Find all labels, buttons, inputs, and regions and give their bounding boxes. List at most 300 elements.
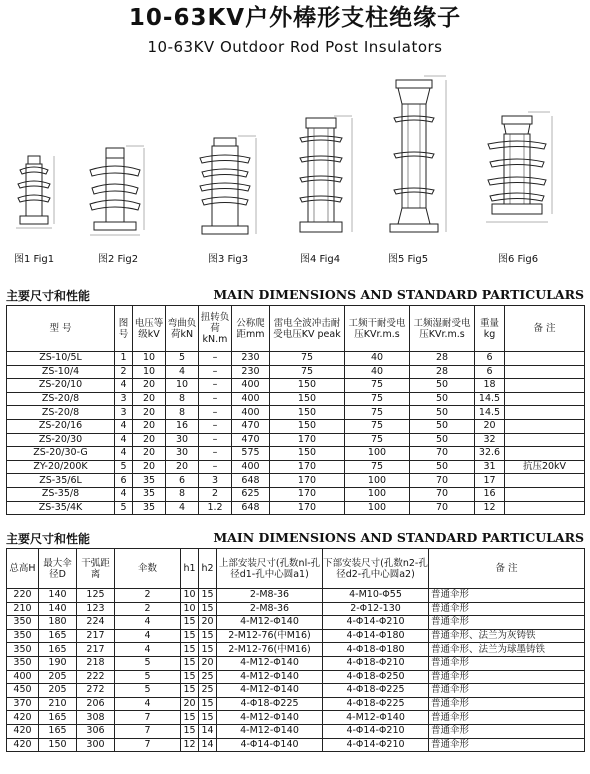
table2-header-sheds: 伞数 [115, 549, 181, 589]
table2-row-cell: 10 [181, 602, 199, 616]
table2-header-h1: h1 [181, 549, 199, 589]
table1-row-cell: 4 [115, 433, 133, 447]
table2-row-cell: 205 [39, 670, 77, 684]
table1-row-cell: 32 [475, 433, 505, 447]
table1-row-cell: 14.5 [475, 392, 505, 406]
figure-2 [82, 140, 152, 265]
table1-row-cell: 575 [232, 447, 270, 461]
table2-row-cell: 450 [7, 684, 39, 698]
section2-title-cn: 主要尺寸和性能 [6, 532, 91, 546]
table2-row-cell: 165 [39, 629, 77, 643]
table1-row [7, 419, 585, 433]
table1-row-cell: – [199, 352, 232, 366]
table2-row [7, 724, 585, 738]
table1-row-cell: 5 [115, 460, 133, 474]
table1-row-cell: 400 [232, 406, 270, 420]
table1-row [7, 406, 585, 420]
table2-row-cell: 125 [77, 589, 115, 603]
table2-row-cell: 25 [199, 670, 217, 684]
table2-row-cell: 4-Φ14-Φ210 [323, 724, 429, 738]
table1-row-cell: 4 [115, 379, 133, 393]
table1-row-cell: 6 [475, 352, 505, 366]
table1-header-model: 型 号 [7, 306, 115, 352]
table1-row-cell: 40 [345, 352, 410, 366]
figure-4-label: 图4 Fig4 [300, 254, 341, 265]
table1-row-cell: 150 [270, 379, 345, 393]
table1-row-cell: 100 [345, 474, 410, 488]
table2-row-cell: 4-Φ18-Φ210 [323, 656, 429, 670]
table1-header-voltage: 电压等级kV [133, 306, 166, 352]
table2-header-arc: 干弧距离 [77, 549, 115, 589]
table1-row-cell: 70 [410, 501, 475, 515]
table1-row-cell: 625 [232, 487, 270, 501]
table2-row-cell: 普通伞形 [429, 602, 585, 616]
table2-row-cell: 普通伞形 [429, 711, 585, 725]
table2-row-cell: 217 [77, 643, 115, 657]
table1-row-cell: 50 [410, 392, 475, 406]
table1-row-cell: 10 [133, 365, 166, 379]
table2-header-remarks: 备 注 [429, 549, 585, 589]
table2-row-cell: 165 [39, 711, 77, 725]
table2-row-cell: 4-Φ14-Φ210 [323, 616, 429, 630]
table2-row-cell: 7 [115, 724, 181, 738]
table1-row-cell: 100 [345, 447, 410, 461]
table1-row-cell: 12 [475, 501, 505, 515]
table2-row-cell: 4-M12-Φ140 [217, 656, 323, 670]
page-subtitle: 10-63KV Outdoor Rod Post Insulators [147, 38, 443, 56]
table2-row-cell: 4-M12-Φ140 [217, 670, 323, 684]
table1-row-cell: 28 [410, 365, 475, 379]
table1-row-cell [505, 501, 585, 515]
table1-row-cell: – [199, 379, 232, 393]
table2-row [7, 684, 585, 698]
table2-row-cell: 2-Φ12-130 [323, 602, 429, 616]
insulator-drawing-5 [374, 74, 454, 246]
table1-row-cell: 75 [270, 352, 345, 366]
table1-row-cell: 6 [115, 474, 133, 488]
table1-row-cell: 30 [166, 447, 199, 461]
table1-row-cell: 16 [166, 419, 199, 433]
table1-row-cell: 31 [475, 460, 505, 474]
table1-row-cell [505, 352, 585, 366]
table1-header-creepage: 公称爬距mm [232, 306, 270, 352]
page-title: 10-63KV户外棒形支柱绝缘子 [128, 5, 462, 31]
table2-row-cell: 350 [7, 629, 39, 643]
table2-row-cell: 400 [7, 670, 39, 684]
table1-row-cell: 6 [475, 365, 505, 379]
figure-6 [478, 110, 560, 265]
table1-header-weight: 重量kg [475, 306, 505, 352]
section1-title-cn: 主要尺寸和性能 [6, 289, 91, 303]
table2-row-cell: 15 [199, 629, 217, 643]
spec-table-2 [6, 548, 585, 752]
table2-row-cell: 15 [181, 656, 199, 670]
table1-header-impulse: 雷电全波冲击耐受电压KV peak [270, 306, 345, 352]
table1-row-cell: 8 [166, 406, 199, 420]
table1-row-cell: 150 [270, 419, 345, 433]
table1-row-cell: 648 [232, 501, 270, 515]
table1-row-cell: 70 [410, 474, 475, 488]
table1-row-cell: 1 [115, 352, 133, 366]
table2-row-cell: 20 [199, 656, 217, 670]
table1-row-cell: – [199, 392, 232, 406]
table2-row-cell: 4-M12-Φ140 [217, 724, 323, 738]
table2-row-cell: 4-Φ14-Φ140 [217, 738, 323, 752]
table1-row-cell: 20 [133, 379, 166, 393]
insulator-drawing-6 [478, 110, 560, 246]
table2-row-cell: 普通伞形 [429, 616, 585, 630]
table2-row-cell: 4-Φ18-Φ225 [217, 697, 323, 711]
table2-row-cell: 218 [77, 656, 115, 670]
table1-row-cell: 20 [133, 392, 166, 406]
table2-row-cell: 2-M8-36 [217, 589, 323, 603]
table1-row-cell: 35 [133, 501, 166, 515]
table1-row-cell: 4 [115, 419, 133, 433]
table1-row-cell: 400 [232, 379, 270, 393]
table2-row-cell: 165 [39, 643, 77, 657]
table1-row-cell: 5 [115, 501, 133, 515]
table1-row-cell: 28 [410, 352, 475, 366]
table2-row-cell: 普通伞形 [429, 738, 585, 752]
table2-row-cell: 25 [199, 684, 217, 698]
table1-row [7, 487, 585, 501]
table1-row-cell: 40 [345, 365, 410, 379]
table2-row-cell: 15 [199, 711, 217, 725]
table1-row-cell: 75 [345, 460, 410, 474]
table2-row-cell: 4-Φ18-Φ225 [323, 697, 429, 711]
table2-row-cell: 180 [39, 616, 77, 630]
table1-row-cell: 1.2 [199, 501, 232, 515]
spec-table-1 [6, 305, 585, 515]
table1-row-cell: 4 [166, 501, 199, 515]
table2-row-cell: 普通伞形 [429, 697, 585, 711]
table2-row-cell: 205 [39, 684, 77, 698]
table1-row-cell: 150 [270, 447, 345, 461]
table1-row-cell: 6 [166, 474, 199, 488]
table2-row-cell: 165 [39, 724, 77, 738]
table1-row-cell: 3 [115, 406, 133, 420]
figure-strip [0, 70, 590, 270]
table2-row-cell: 4-Φ14-Φ210 [323, 738, 429, 752]
table1-row-cell: 50 [410, 433, 475, 447]
figure-4 [288, 114, 360, 265]
table1-row-cell: – [199, 447, 232, 461]
table1-header-torsion: 扭转负荷kN.m [199, 306, 232, 352]
table2-row-cell: 2-M12-76(中M16) [217, 629, 323, 643]
table2-row-cell: 4-Φ14-Φ180 [323, 629, 429, 643]
table2-header-lower: 下部安装尺寸(孔数n2-孔径d2-孔中心圆a2) [323, 549, 429, 589]
table1-row-cell: – [199, 365, 232, 379]
table1-row-cell: 10 [166, 379, 199, 393]
table1-row-cell: 50 [410, 460, 475, 474]
table2-row-cell: 15 [199, 643, 217, 657]
table1-row [7, 352, 585, 366]
table2-header-h2: h2 [199, 549, 217, 589]
table2-row-cell: 7 [115, 711, 181, 725]
table1-row-cell: 170 [270, 501, 345, 515]
table1-row-cell: 170 [270, 460, 345, 474]
table2-row-cell: 308 [77, 711, 115, 725]
table1-row-cell: 230 [232, 365, 270, 379]
table1-row [7, 392, 585, 406]
table1-row-cell: 100 [345, 487, 410, 501]
table1-row-cell: 70 [410, 487, 475, 501]
table2-row [7, 629, 585, 643]
table1-row-cell: ZS-20/16 [7, 419, 115, 433]
table1-row-cell: 3 [199, 474, 232, 488]
table1-row-cell: 30 [166, 433, 199, 447]
table2-row-cell: 4-M12-Φ140 [217, 616, 323, 630]
figure-2-label: 图2 Fig2 [98, 254, 139, 265]
table1-row [7, 447, 585, 461]
table1-row-cell [505, 392, 585, 406]
table1-row-cell: 170 [270, 474, 345, 488]
table2-header-height: 总高H [7, 549, 39, 589]
table1-row-cell: 150 [270, 406, 345, 420]
table1-row-cell: 8 [166, 392, 199, 406]
table2-row-cell: 20 [181, 697, 199, 711]
insulator-drawing-4 [288, 114, 360, 247]
table2-row-cell: 4-Φ18-Φ180 [323, 643, 429, 657]
table1-row-cell: 150 [270, 392, 345, 406]
table2-row-cell: 4-M12-Φ140 [217, 684, 323, 698]
table1-row-cell: – [199, 406, 232, 420]
table1-row-cell: 470 [232, 433, 270, 447]
table1-row [7, 433, 585, 447]
insulator-drawing-2 [82, 140, 152, 247]
table1-row-cell [505, 433, 585, 447]
table1-row-cell: ZS-10/4 [7, 365, 115, 379]
table2-row-cell: 15 [199, 589, 217, 603]
table1-row-cell: 470 [232, 419, 270, 433]
table1-row-cell: 20 [133, 460, 166, 474]
table2-row-cell: 15 [199, 697, 217, 711]
table2-row-cell: 300 [77, 738, 115, 752]
table2-row-cell: 15 [181, 670, 199, 684]
section1-title-en: MAIN DIMENSIONS AND STANDARD PARTICULARS [213, 287, 584, 302]
table2-row [7, 738, 585, 752]
table2-row-cell: 150 [39, 738, 77, 752]
table2-row-cell: 5 [115, 684, 181, 698]
table2-row [7, 697, 585, 711]
table1-row-cell: 75 [345, 379, 410, 393]
table1-row-cell: 170 [270, 487, 345, 501]
table2-row-cell: 15 [181, 724, 199, 738]
table2-row-cell: 4 [115, 697, 181, 711]
table1-row-cell: 35 [133, 487, 166, 501]
table1-row-cell: 75 [345, 433, 410, 447]
table2-row-cell: 4-Φ18-Φ250 [323, 670, 429, 684]
table1-row-cell: ZS-20/8 [7, 406, 115, 420]
table1-row-cell: 20 [475, 419, 505, 433]
table2-row-cell: 15 [181, 643, 199, 657]
table1-row-cell: ZS-35/8 [7, 487, 115, 501]
table1-row-cell: 75 [345, 392, 410, 406]
table1-row-cell: 2 [115, 365, 133, 379]
table1-row-cell [505, 419, 585, 433]
table2-row-cell: 4 [115, 629, 181, 643]
table1-header-remarks: 备 注 [505, 306, 585, 352]
table1-row-cell: 20 [133, 419, 166, 433]
table2-row [7, 711, 585, 725]
table2-row-cell: 15 [181, 711, 199, 725]
insulator-drawing-1 [10, 152, 58, 247]
table2-row-cell: 4 [115, 616, 181, 630]
table1-row-cell: ZS-20/8 [7, 392, 115, 406]
table1-row-cell: 4 [115, 487, 133, 501]
section2-header [6, 530, 584, 548]
table1-row-cell: 20 [133, 433, 166, 447]
table2-row-cell: 普通伞形 [429, 684, 585, 698]
table2-row-cell: 5 [115, 670, 181, 684]
table2-row-cell: 10 [181, 589, 199, 603]
table1-row-cell: 100 [345, 501, 410, 515]
figure-3-label: 图3 Fig3 [208, 254, 249, 265]
table2-row-cell: 420 [7, 711, 39, 725]
table1-row-cell: ZS-10/5L [7, 352, 115, 366]
table1-row-cell: 4 [166, 365, 199, 379]
table2-body [7, 589, 585, 752]
table1-row-cell [505, 406, 585, 420]
table1-header-wet: 工频湿耐受电压KVr.m.s [410, 306, 475, 352]
table2-row-cell: 217 [77, 629, 115, 643]
table2-row-cell: 15 [199, 602, 217, 616]
insulator-drawing-3 [190, 132, 262, 247]
table1-row-cell: – [199, 419, 232, 433]
table2-row-cell: 普通伞形、法兰为球墨铸铁 [429, 643, 585, 657]
table1-row-cell: 18 [475, 379, 505, 393]
table1-row-cell: 5 [166, 352, 199, 366]
table1-row-cell: 648 [232, 474, 270, 488]
table2-row-cell: 420 [7, 724, 39, 738]
table1-row-cell: 400 [232, 460, 270, 474]
table2-row [7, 602, 585, 616]
table1-row-cell: 14.5 [475, 406, 505, 420]
table2-row-cell: 15 [181, 616, 199, 630]
table2-row [7, 589, 585, 603]
table2-header-diameter: 最大伞径D [39, 549, 77, 589]
table1-row-cell: – [199, 460, 232, 474]
figure-1-label: 图1 Fig1 [14, 254, 55, 265]
table2-row-cell: 2-M12-76(中M16) [217, 643, 323, 657]
table1-row-cell: – [199, 433, 232, 447]
table2-row-cell: 4-M12-Φ140 [323, 711, 429, 725]
table1-row-cell: 3 [115, 392, 133, 406]
table1-row-cell: 70 [410, 447, 475, 461]
table2-row-cell: 350 [7, 616, 39, 630]
table1-row-cell: ZY-20/200K [7, 460, 115, 474]
table2-row-cell: 普通伞形、法兰为灰铸铁 [429, 629, 585, 643]
table2-row-cell: 220 [7, 589, 39, 603]
table2-header-row [7, 549, 585, 589]
table2-row-cell: 4 [115, 643, 181, 657]
table1-row [7, 379, 585, 393]
table1-row-cell: 抗压20kV [505, 460, 585, 474]
table2-row-cell: 123 [77, 602, 115, 616]
table1-row-cell: 50 [410, 419, 475, 433]
table2-row-cell: 5 [115, 656, 181, 670]
table2-row-cell: 420 [7, 738, 39, 752]
table2-row-cell: 14 [199, 724, 217, 738]
table1-row [7, 460, 585, 474]
table2-row-cell: 350 [7, 643, 39, 657]
table1-row-cell: 400 [232, 392, 270, 406]
table1-row-cell: 50 [410, 406, 475, 420]
table2-row [7, 643, 585, 657]
table2-row-cell: 普通伞形 [429, 656, 585, 670]
table2-row-cell: 15 [181, 684, 199, 698]
table1-row-cell: 75 [270, 365, 345, 379]
table2-row-cell: 210 [7, 602, 39, 616]
table2-row-cell: 210 [39, 697, 77, 711]
table1-header-fig: 图号 [115, 306, 133, 352]
table1-row-cell: 20 [166, 460, 199, 474]
table2-row-cell: 14 [199, 738, 217, 752]
table2-row-cell: 4-M10-Φ55 [323, 589, 429, 603]
table2-row [7, 616, 585, 630]
table1-row-cell [505, 474, 585, 488]
table1-row-cell: ZS-20/30-G [7, 447, 115, 461]
figure-1 [10, 152, 58, 265]
table1-row-cell: 170 [270, 433, 345, 447]
table1-row [7, 501, 585, 515]
table1-row-cell [505, 447, 585, 461]
table2-row-cell: 4-M12-Φ140 [217, 711, 323, 725]
table1-row-cell: 75 [345, 419, 410, 433]
section1-header [6, 287, 584, 305]
table2-row-cell: 12 [181, 738, 199, 752]
table1-row-cell: 50 [410, 379, 475, 393]
table2-header-upper: 上部安装尺寸(孔数nl-孔径d1-孔中心圆a1) [217, 549, 323, 589]
section2-title-en: MAIN DIMENSIONS AND STANDARD PARTICULARS [213, 530, 584, 545]
figure-3 [190, 132, 262, 265]
table1-row-cell: ZS-35/4K [7, 501, 115, 515]
table2-row-cell: 222 [77, 670, 115, 684]
table2-row-cell: 7 [115, 738, 181, 752]
table1-row-cell: ZS-35/6L [7, 474, 115, 488]
table1-row-cell [505, 487, 585, 501]
table1-row-cell: ZS-20/30 [7, 433, 115, 447]
table2-row-cell: 4-Φ18-Φ225 [323, 684, 429, 698]
table2-row-cell: 224 [77, 616, 115, 630]
table1-row-cell: 4 [115, 447, 133, 461]
table1-row-cell: 17 [475, 474, 505, 488]
table1-body [7, 352, 585, 515]
table1-row-cell: 20 [133, 447, 166, 461]
table2-row-cell: 370 [7, 697, 39, 711]
figure-6-label: 图6 Fig6 [498, 254, 539, 265]
table1-row-cell: 230 [232, 352, 270, 366]
table2-row-cell: 普通伞形 [429, 724, 585, 738]
table2-row-cell: 140 [39, 602, 77, 616]
table1-row-cell: 10 [133, 352, 166, 366]
table2-row-cell: 272 [77, 684, 115, 698]
table2-row-cell: 350 [7, 656, 39, 670]
table2-row-cell: 190 [39, 656, 77, 670]
table1-header-bending: 弯曲负荷kN [166, 306, 199, 352]
table1-row-cell: 20 [133, 406, 166, 420]
table2-row [7, 656, 585, 670]
table2-row-cell: 15 [181, 629, 199, 643]
table1-header-row [7, 306, 585, 352]
table1-row-cell: 35 [133, 474, 166, 488]
table1-row-cell: 32.6 [475, 447, 505, 461]
table1-row-cell [505, 379, 585, 393]
table1-header-dry: 工频干耐受电压KVr.m.s [345, 306, 410, 352]
table1-row-cell: 2 [199, 487, 232, 501]
table2-row-cell: 20 [199, 616, 217, 630]
table1-row-cell: 16 [475, 487, 505, 501]
